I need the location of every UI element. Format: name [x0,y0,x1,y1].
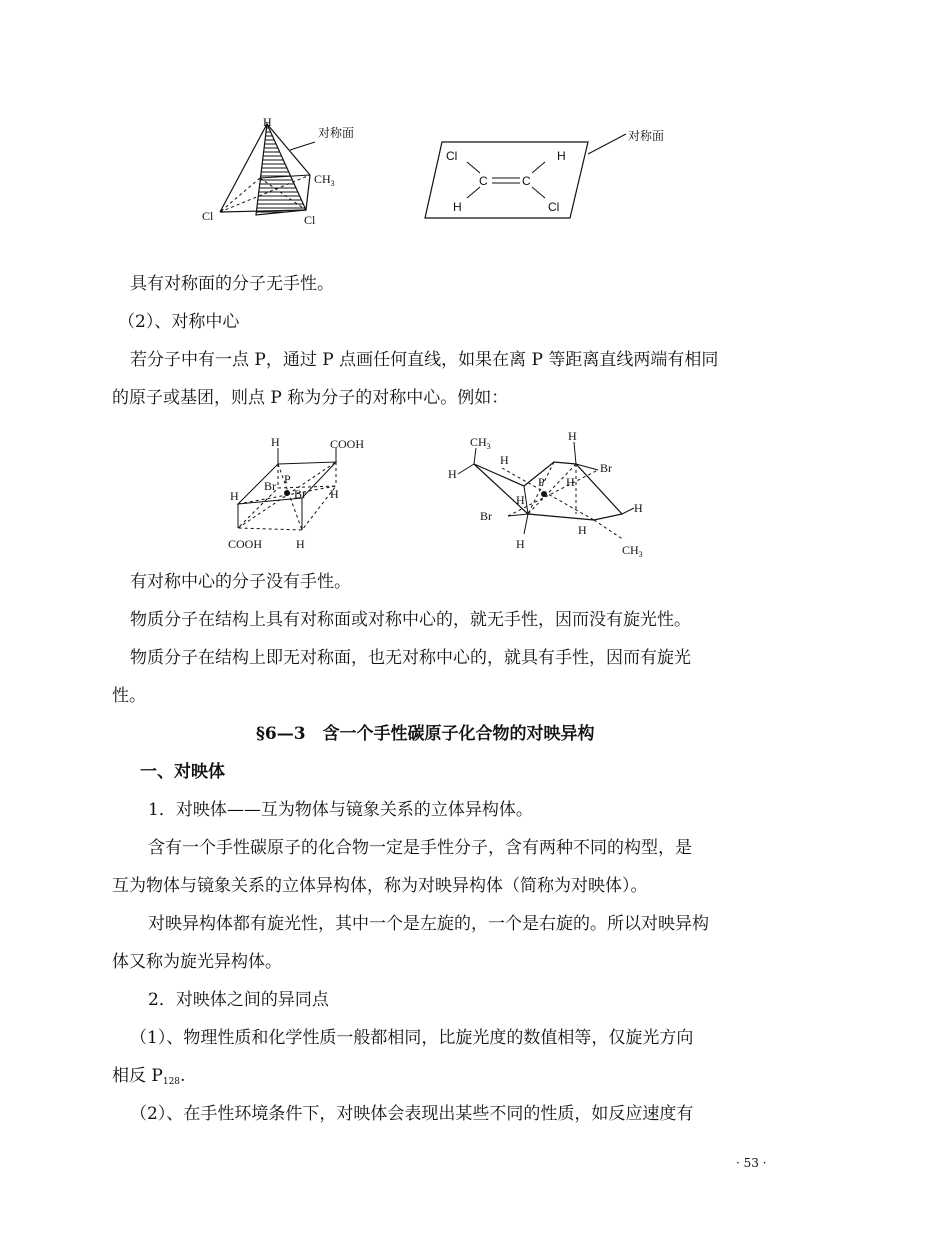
box-br-right: Br [294,487,306,501]
subsection-heading: 一、对映体 [140,762,225,782]
tetra-ch3-label: $CH_3$ [314,172,335,188]
ring-h-top: H [568,429,577,443]
ethene-cl-bottomright: Cl [548,200,560,214]
ethene-c-right: C [522,174,531,188]
ring-h-right: H [634,501,643,515]
ring-br-right: Br [600,461,612,475]
ethene-h-topright: H [557,149,566,163]
para-1: 1．对映体——互为物体与镜象关系的立体异构体。 [148,800,533,820]
para-5b: 相反 P128. [112,1066,186,1087]
ethene-cl-topleft: Cl [446,149,458,163]
ring-p-label: P [538,475,545,489]
text-line-4: 的原子或基团，则点 P 称为分子的对称中心。例如： [112,388,509,408]
tetra-h-label: H [263,115,272,129]
para-3b: 体又称为旋光异构体。 [112,952,282,972]
page-number: · 53 · [736,1156,767,1170]
box-cooh-bottom: COOH [228,537,263,551]
tetra-cl-left-label: Cl [202,209,214,223]
section-heading: §6—3 含一个手性碳原子化合物的对映异构 [256,724,595,744]
ethene-symmetry-plane-figure [420,118,690,228]
ring-h-inner4: H [578,523,587,537]
text-line-8: 性。 [112,686,146,706]
para-5a: （1）、物理性质和化学性质一般都相同，比旋光度的数值相等，仅旋光方向 [130,1028,694,1048]
para-2a: 含有一个手性碳原子的化合物一定是手性分子，含有两种不同的构型，是 [148,838,692,858]
tetra-cl-right-label: Cl [304,213,316,227]
ring-h-inner1: H [500,453,509,467]
symmetry-center-ring-figure [444,424,664,564]
ring-h-left: H [448,467,457,481]
para-3a: 对映异构体都有旋光性，其中一个是左旋的，一个是右旋的。所以对映异构 [148,914,709,934]
ring-h-inner2: H [566,475,575,489]
ring-ch3-bottom: $CH_3$ [622,543,643,559]
box-cooh-top: COOH [330,437,365,451]
box-p-label: P [284,472,291,486]
box-br-left: Br [264,479,276,493]
ring-h-inner3: H [516,493,525,507]
tetra-plane-label: 对称面 [318,126,355,140]
text-line-3: 若分子中有一点 P，通过 P 点画任何直线，如果在离 P 等距离直线两端有相同 [130,350,719,370]
ring-br-left: Br [480,509,492,523]
text-line-1: 具有对称面的分子无手性。 [130,274,334,294]
tetrahedron-symmetry-plane-figure [190,110,390,235]
ethene-plane-label: 对称面 [628,129,665,143]
ring-h-bottom: H [516,537,525,551]
box-h-bottom: H [296,537,305,551]
text-line-2: （2）、对称中心 [118,312,240,332]
text-line-5: 有对称中心的分子没有手性。 [130,572,351,592]
box-h-top: H [271,435,280,449]
symmetry-center-box-figure [222,428,392,558]
para-6: （2）、在手性环境条件下，对映体会表现出某些不同的性质，如反应速度有 [130,1104,694,1124]
para-4: 2．对映体之间的异同点 [148,990,329,1010]
text-line-7: 物质分子在结构上即无对称面，也无对称中心的，就具有手性，因而有旋光 [130,648,691,668]
box-h-right: H [330,487,339,501]
para-2b: 互为物体与镜象关系的立体异构体，称为对映异构体（简称为对映体）。 [112,876,648,896]
ethene-c-left: C [479,174,488,188]
box-h-left: H [230,489,239,503]
text-line-6: 物质分子在结构上具有对称面或对称中心的，就无手性，因而没有旋光性。 [130,610,691,630]
ethene-h-bottomleft: H [453,200,462,214]
ring-ch3-top: $CH_3$ [470,435,491,451]
